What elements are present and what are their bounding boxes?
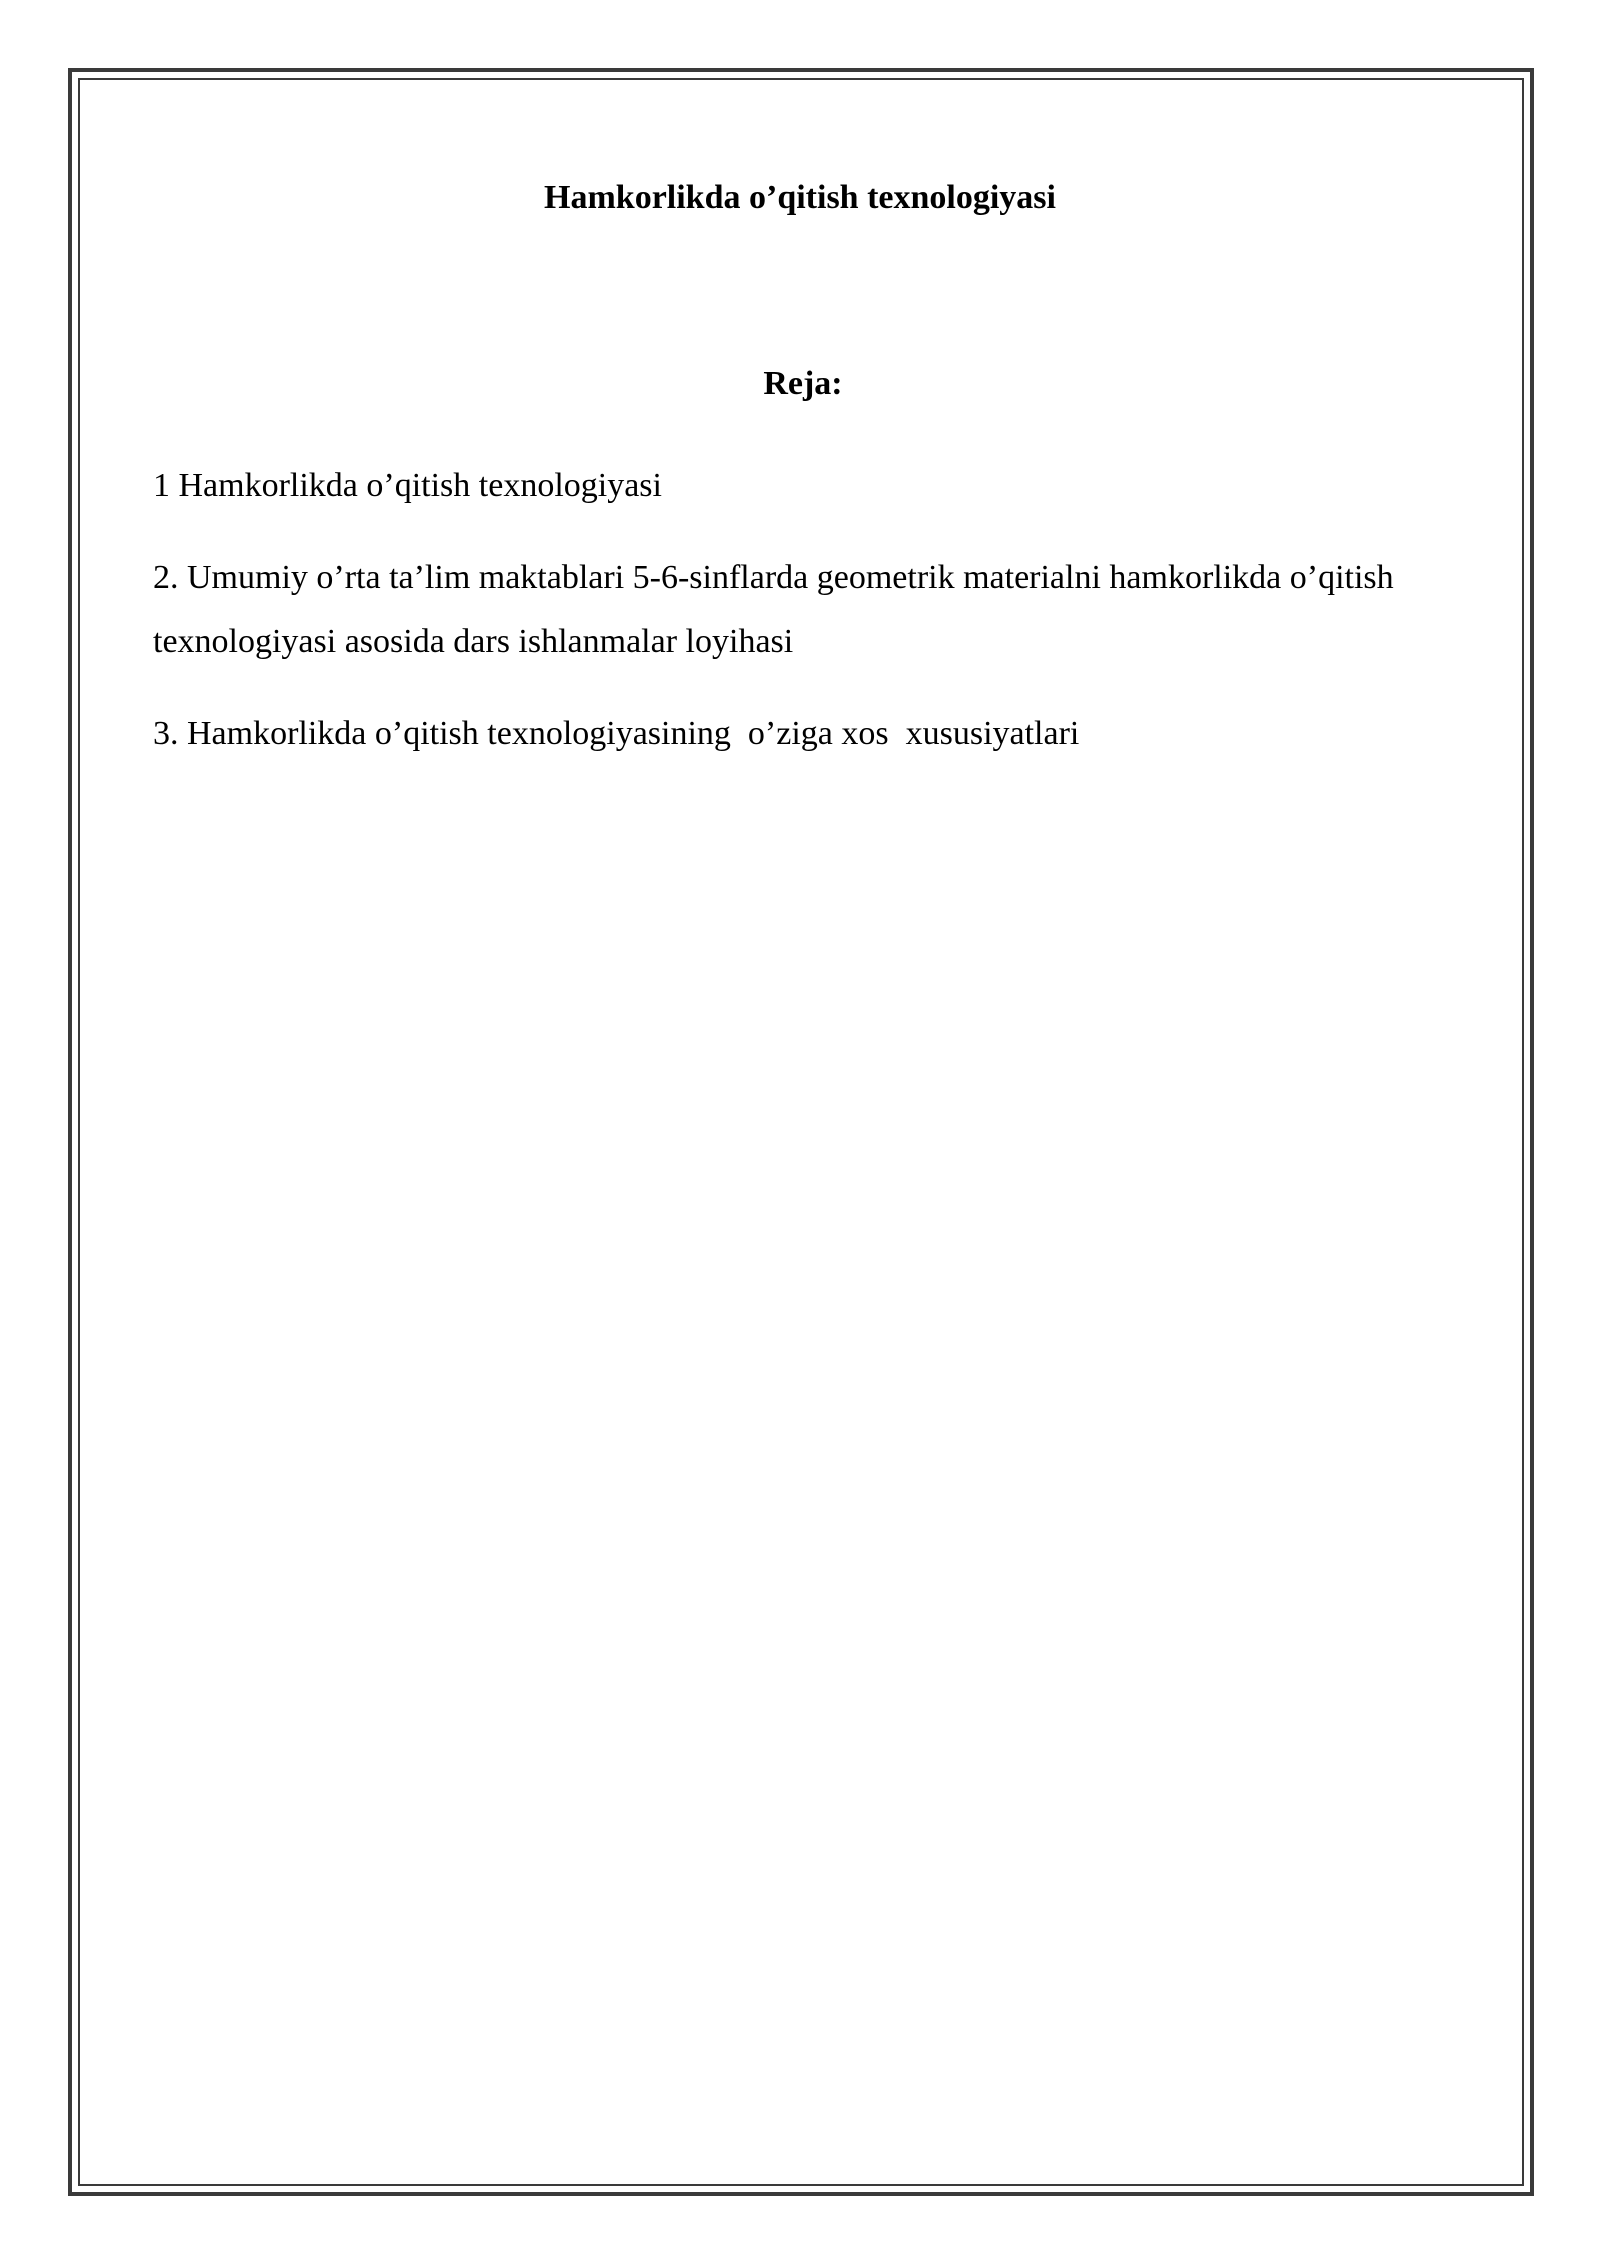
plan-list [153, 454, 1453, 794]
document-title: Hamkorlikda o’qitish texnologiyasi [544, 179, 1056, 216]
plan-item-3: 3. Hamkorlikda o’qitish texnologiyasining o’ziga xos xususiyatlari [153, 715, 1080, 752]
plan-heading: Reja: [763, 365, 843, 402]
plan-item-2: 2. Umumiy o’rta ta’lim maktablari 5-6-sinflarda geometrik materialni hamkorlikda o’qitish texnologiyasi asosida dars ishlanmalar loyihasi [153, 559, 1394, 660]
plan-item-1: 1 Hamkorlikda o’qitish texnologiyasi [153, 467, 662, 504]
